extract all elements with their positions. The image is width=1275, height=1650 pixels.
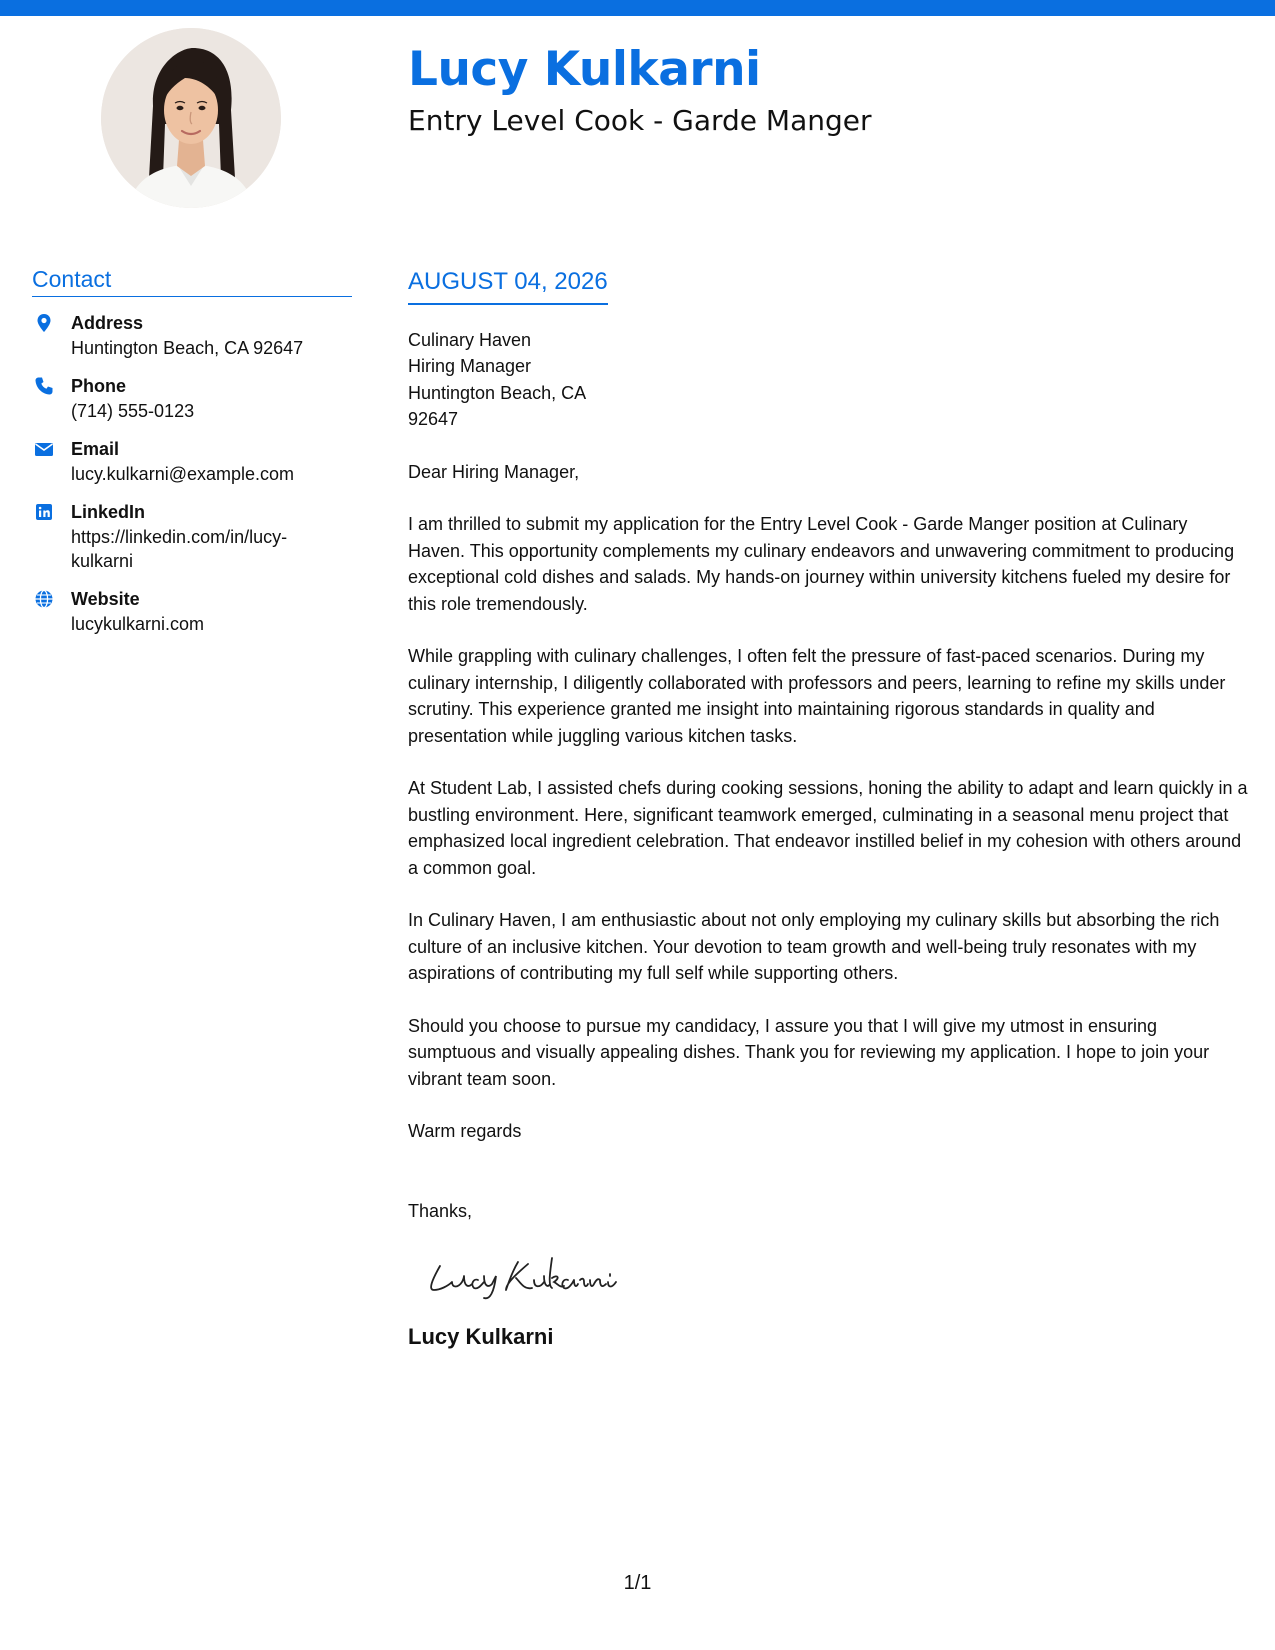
contact-sidebar bbox=[32, 266, 352, 636]
email-link[interactable]: lucy.kulkarni@example.com bbox=[71, 463, 295, 484]
phone-value: (714) 555-0123 bbox=[71, 400, 195, 421]
website-link[interactable]: lucykulkarni.com bbox=[71, 613, 205, 634]
closing: Warm regards bbox=[408, 1121, 522, 1142]
recipient-line: Culinary Haven bbox=[408, 329, 532, 350]
contact-label: Email bbox=[71, 438, 120, 459]
contact-label: Website bbox=[71, 588, 140, 609]
envelope-icon bbox=[34, 439, 54, 459]
linkedin-icon bbox=[34, 502, 54, 522]
salutation: Dear Hiring Manager, bbox=[408, 461, 580, 482]
page-number: 1/1 bbox=[623, 1572, 652, 1594]
profile-photo-illustration bbox=[101, 28, 281, 208]
letter-body bbox=[408, 268, 1248, 1350]
body-paragraph: I am thrilled to submit my application for the Entry Level Cook - Garde Manger position at Culinary Haven. This opportunity complements my culinary endeavors and unwavering commitment to producing exceptional cold dishes and salads. My hands-on journey within university kitchens fueled my desire for this role tremendously. bbox=[408, 514, 1235, 614]
contact-item-email bbox=[32, 437, 352, 486]
recipient-line: Hiring Manager bbox=[408, 356, 532, 377]
top-accent-bar bbox=[0, 0, 1275, 16]
recipient-line: Huntington Beach, CA bbox=[408, 382, 587, 403]
address-value: Huntington Beach, CA 92647 bbox=[71, 337, 304, 358]
signature-drawing bbox=[422, 1244, 662, 1304]
contact-label: Address bbox=[71, 312, 144, 333]
phone-icon bbox=[34, 376, 54, 396]
profile-photo bbox=[101, 28, 281, 208]
body-paragraph: In Culinary Haven, I am enthusiastic about not only employing my culinary skills but absorbing the rich culture of an inclusive kitchen. Your devotion to team growth and well-being truly resonates with my aspirations of contributing my full self while supporting others. bbox=[408, 910, 1220, 984]
contact-item-website bbox=[32, 587, 352, 636]
job-title: Entry Level Cook - Garde Manger bbox=[408, 104, 872, 137]
handwritten-signature bbox=[422, 1244, 662, 1304]
contact-item-address bbox=[32, 311, 352, 360]
body-paragraph: At Student Lab, I assisted chefs during cooking sessions, honing the ability to adapt and learn quickly in a bustling environment. Here, significant teamwork emerged, culminating in a seasonal menu project that emphasized local ingredient celebration. That endeavor instilled belief in my cohesion with others around a common goal. bbox=[408, 778, 1248, 878]
signed-name: Lucy Kulkarni bbox=[408, 1324, 554, 1350]
recipient-line: 92647 bbox=[408, 409, 459, 430]
contact-label: LinkedIn bbox=[71, 501, 146, 522]
globe-icon bbox=[34, 589, 54, 609]
contact-heading: Contact bbox=[32, 266, 352, 297]
body-paragraph: While grappling with culinary challenges, I often felt the pressure of fast-paced scenarios. During my culinary internship, I diligently collaborated with professors and peers, learning to refine my skills under scrutiny. This experience granted me insight into maintaining rigorous standards in quality and presentation while juggling various kitchen tasks. bbox=[408, 646, 1226, 746]
thanks-line: Thanks, bbox=[408, 1200, 473, 1221]
candidate-name: Lucy Kulkarni bbox=[408, 42, 761, 97]
body-paragraph: Should you choose to pursue my candidacy, I assure you that I will give my utmost in ensuring sumptuous and visually appealing dishes. Thank you for reviewing my application. I hope to join your vibrant team soon. bbox=[408, 1015, 1210, 1089]
letter-date: AUGUST 04, 2026 bbox=[408, 268, 608, 305]
map-pin-icon bbox=[34, 313, 54, 333]
contact-label: Phone bbox=[71, 375, 127, 396]
contact-item-linkedin bbox=[32, 500, 352, 573]
linkedin-link[interactable]: https://linkedin.com/in/lucy-kulkarni bbox=[71, 526, 288, 571]
recipient-block bbox=[408, 327, 1248, 433]
contact-item-phone bbox=[32, 374, 352, 423]
